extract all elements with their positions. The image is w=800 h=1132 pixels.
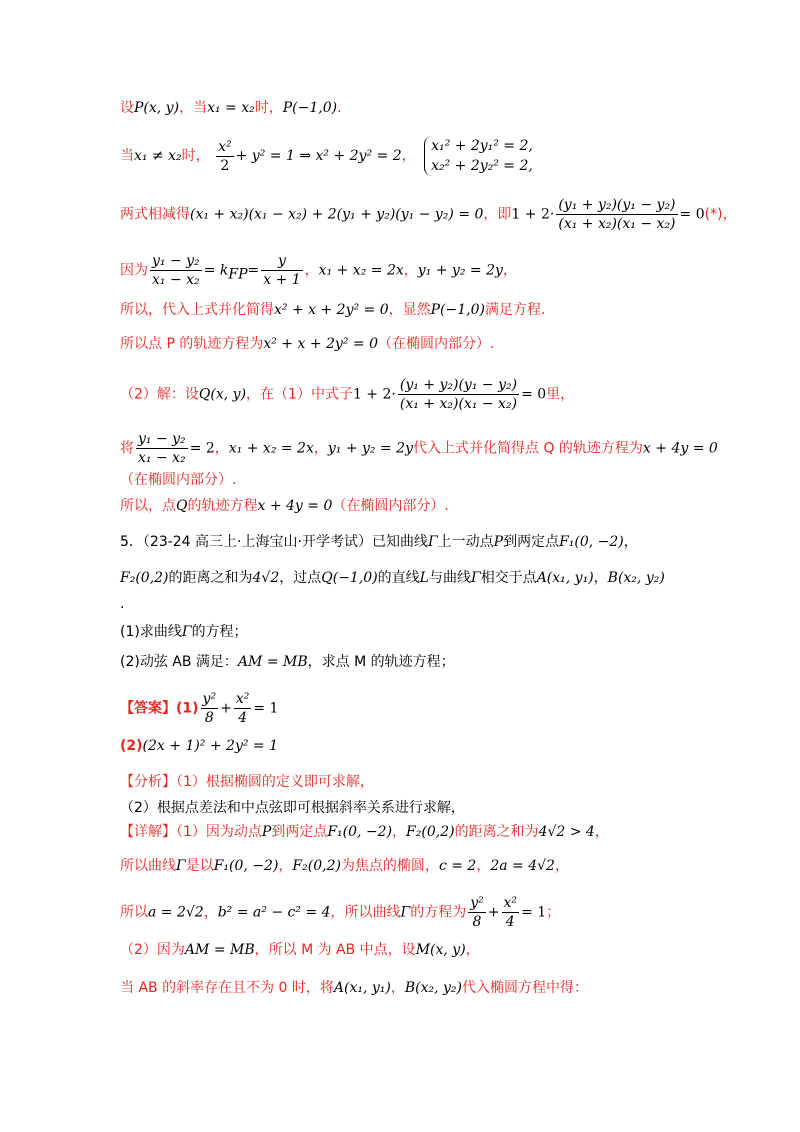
math: Q: [176, 498, 188, 514]
math: F₂(0,2): [292, 858, 341, 874]
line-locus-q: [120, 496, 710, 516]
text: 到两定点: [271, 824, 328, 840]
fraction: $\frac{\text{x²}}{2}$: [218, 138, 232, 174]
label: (2): [120, 738, 143, 754]
math: B(x₂, y₂): [607, 570, 665, 586]
math: P(−1,0): [430, 302, 485, 318]
text: ，所以 M 为 AB 中点，设: [254, 942, 416, 958]
text: 设: [120, 100, 134, 116]
detail-5: [120, 978, 710, 998]
marker: (*): [704, 206, 723, 223]
math: 1 + 2·: [352, 386, 396, 403]
math: 4√2 > 4: [538, 824, 595, 840]
text: (2)动弦 AB 满足：: [120, 654, 238, 670]
text: 上一动点: [437, 534, 494, 550]
math: = 1: [521, 904, 547, 921]
line-simplify: [120, 300, 710, 320]
math: L: [419, 570, 429, 586]
text: .: [120, 596, 125, 612]
text: ，: [278, 858, 293, 874]
text: （在椭圆内部分）.: [332, 498, 449, 514]
line-slope: [120, 252, 710, 289]
text: ，: [313, 440, 328, 457]
text: 时，: [181, 148, 210, 164]
math: y₁ + y₂ = 2y: [417, 262, 503, 279]
text: 的轨迹方程: [187, 498, 258, 514]
fraction: $\frac{\text{(y₁ + y₂)(y₁ − y₂)}}{\text{(x₁ + x₂)(x₁ − x₂)}}$: [399, 377, 518, 412]
text: ，所以曲线: [330, 904, 401, 921]
analysis-2: [120, 798, 710, 818]
text: ，: [401, 148, 416, 164]
math: A(x₁, y₁): [333, 980, 391, 996]
math: Γ: [176, 858, 186, 874]
fraction: $\frac{\text{x²}}{4}$: [235, 691, 250, 726]
math: F₁(0, −2): [559, 534, 624, 550]
problem-5-stem: [120, 532, 710, 552]
answer-2: [120, 736, 710, 756]
text: ，: [304, 262, 319, 279]
text: ，即: [483, 206, 512, 223]
math: x + 4y = 0: [642, 440, 718, 457]
text: 里，: [546, 386, 575, 403]
math: b² = a² − c² = 4: [217, 904, 331, 921]
math: (2x + 1)² + 2y² = 1: [142, 738, 279, 754]
text: ，: [476, 858, 491, 874]
math: = 0: [521, 386, 547, 403]
text: （2）根据点差法和中点弦即可根据斜率关系进行求解，: [120, 800, 465, 816]
fraction: $\frac{\text{y₁ − y₂}}{\text{x₁ − x₂}}$: [138, 431, 186, 466]
math: AM = MB: [237, 654, 308, 670]
text: 时，: [254, 100, 283, 116]
text: ，显然: [388, 302, 431, 318]
math: F₂(0,2): [406, 824, 455, 840]
math: Q(x, y): [198, 386, 247, 403]
text: ，当: [179, 100, 208, 116]
math: FP: [228, 266, 248, 283]
math: P(−1,0): [282, 100, 338, 116]
text: (1)求曲线: [120, 624, 182, 640]
math: F₁(0, −2): [327, 824, 393, 840]
text: 相交于点: [480, 570, 537, 586]
detail-4: [120, 940, 710, 960]
text: ，: [214, 440, 229, 457]
detail-1: [120, 822, 710, 842]
line-part2: [120, 376, 710, 413]
text: ，求点 M 的轨迹方程；: [307, 654, 455, 670]
detail-3: [120, 894, 710, 931]
text: ，: [392, 824, 407, 840]
math: = k: [203, 262, 229, 279]
text: ，: [403, 262, 418, 279]
math: + y² = 1 ⇒ x² + 2y² = 2: [235, 148, 402, 164]
fraction: $\frac{\text{y₁ − y₂}}{\text{x₁ − x₂}}$: [152, 253, 200, 288]
math: =: [247, 262, 260, 279]
math: A(x₁, y₁): [536, 570, 594, 586]
question-1: [120, 622, 710, 642]
math: 4√2: [252, 570, 280, 586]
math: Γ: [427, 534, 438, 550]
text: 代入上式并化简得点 Q 的轨迹方程为: [413, 440, 643, 457]
fraction: $\frac{\text{(y₁ + y₂)(y₁ − y₂)}}{\text{(x₁ + x₂)(x₁ − x₂)}}$: [558, 197, 676, 232]
math: +: [487, 904, 500, 921]
text: .: [337, 100, 342, 116]
text: 所以，点: [120, 498, 176, 514]
text: （在椭圆内部分）.: [120, 472, 237, 488]
math: B(x₂, y₂): [404, 980, 463, 996]
line-set-p: [120, 98, 710, 118]
math: = 1: [253, 700, 279, 717]
math: y₁ + y₂ = 2y: [327, 440, 413, 457]
text: 的距离之和为: [454, 824, 539, 840]
text: ，: [593, 570, 608, 586]
text: 代入椭圆方程中得：: [462, 980, 589, 996]
text: 的方程；: [191, 624, 248, 640]
math: Γ: [400, 904, 411, 921]
math: x² + x + 2y² = 0: [274, 302, 389, 318]
text: ，: [203, 904, 218, 921]
text: ；: [546, 904, 561, 921]
period: [120, 594, 710, 614]
math: x₁ + x₂ = 2x: [318, 262, 404, 279]
math: x₁ = x₂: [207, 100, 255, 116]
math: 2a = 4√2: [490, 858, 555, 874]
math: = 0: [679, 206, 705, 223]
text: 的方程为: [410, 904, 467, 921]
fraction: $\frac{\text{y²}}{8}$: [470, 895, 484, 930]
math: P: [493, 534, 504, 550]
detail-2: [120, 856, 710, 876]
text: 两式相减得: [120, 206, 190, 223]
text: 【详解】（1）因为动点: [120, 824, 262, 840]
problem-5-stem-cont: [120, 568, 710, 588]
text: 的距离之和为: [168, 570, 253, 586]
text: ，: [465, 942, 480, 958]
line-inside-ellipse: [120, 470, 710, 490]
line-substitute-q: [120, 430, 718, 467]
math: a = 2√2: [148, 904, 204, 921]
text: ，: [390, 980, 405, 996]
math: Γ: [181, 624, 192, 640]
text: ，: [594, 824, 609, 840]
math: F₂(0,2): [120, 570, 169, 586]
math: AM = MB: [184, 942, 255, 958]
text: 5．（23-24 高三上·上海宝山·开学考试）已知曲线: [120, 534, 428, 550]
text: 当: [120, 148, 134, 164]
label: 【答案】(1): [120, 700, 199, 717]
math: P(x, y): [134, 100, 180, 116]
line-when-x1-ne-x2: [120, 136, 710, 176]
text: （在椭圆内部分）.: [377, 336, 495, 352]
math: 1 + 2·: [511, 206, 555, 223]
math: = 2: [189, 440, 215, 457]
math: c = 2: [438, 858, 477, 874]
text: ，过点: [279, 570, 322, 586]
text: ，: [554, 858, 569, 874]
fraction: $\frac{y}{x + 1}$: [263, 253, 301, 288]
analysis-1: [120, 772, 710, 792]
text: ，在（1）中式子: [246, 386, 353, 403]
text: （2）因为: [120, 942, 185, 958]
math: Q(−1,0): [321, 570, 378, 586]
math: x + 4y = 0: [257, 498, 333, 514]
text: 是以: [185, 858, 214, 874]
equation-system: x₁² + 2y₁² = 2, x₂² + 2y₂² = 2,: [424, 136, 533, 176]
math: x² + x + 2y² = 0: [263, 336, 378, 352]
text: 的直线: [377, 570, 420, 586]
math: x₁ ≠ x₂: [134, 148, 182, 164]
text: 因为: [120, 262, 148, 279]
text: 所以: [120, 904, 148, 921]
text: （2）解：设: [120, 386, 199, 403]
line-locus-p: [120, 334, 710, 354]
answer-1: [120, 690, 710, 727]
text: 与曲线: [428, 570, 471, 586]
fraction: $\frac{\text{y²}}{8}$: [202, 691, 217, 726]
math: +: [220, 700, 232, 717]
math: Γ: [470, 570, 481, 586]
text: ，: [502, 262, 517, 279]
text: 当 AB 的斜率存在且不为 0 时，将: [120, 980, 334, 996]
text: ，: [722, 206, 737, 223]
math: x₁ + x₂ = 2x: [228, 440, 314, 457]
math: (x₁ + x₂)(x₁ − x₂) + 2(y₁ + y₂)(y₁ − y₂) = 0: [190, 206, 484, 223]
math: M(x, y): [415, 942, 466, 958]
text: 所以，代入上式并化简得: [120, 302, 274, 318]
text: 【分析】（1）根据椭圆的定义即可求解，: [120, 774, 374, 790]
text: 所以点 P 的轨迹方程为: [120, 336, 264, 352]
question-2: [120, 652, 710, 672]
text: 到两定点: [503, 534, 560, 550]
math: P: [261, 824, 272, 840]
text: 为焦点的椭圆，: [340, 858, 439, 874]
text: 满足方程.: [484, 302, 546, 318]
math: F₁(0, −2): [213, 858, 279, 874]
text: ，: [623, 534, 638, 550]
line-subtract: [120, 196, 737, 233]
fraction: $\frac{\text{x²}}{4}$: [503, 895, 518, 930]
text: 所以曲线: [120, 858, 176, 874]
text: 将: [120, 440, 134, 457]
